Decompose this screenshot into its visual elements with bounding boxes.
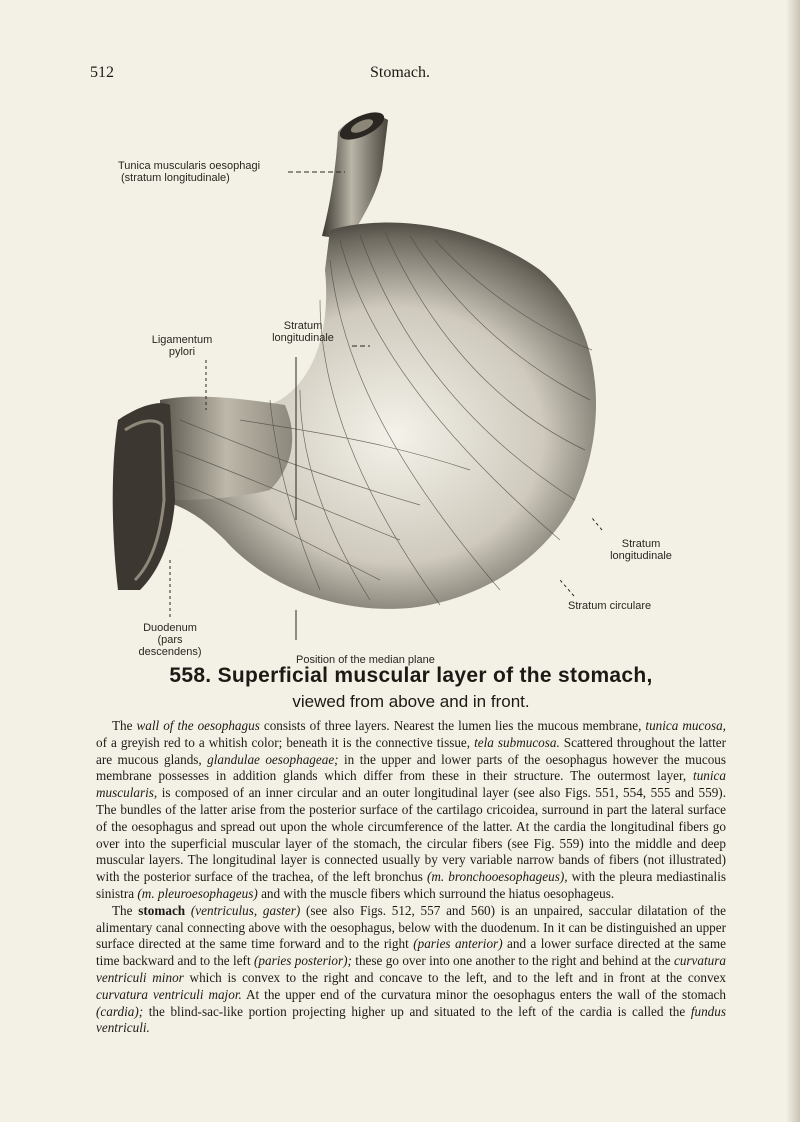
label-tunica-muscularis-oesophagi [118, 160, 260, 184]
page-number: 512 [90, 64, 114, 81]
term: (ventriculus, gaster) [185, 902, 301, 918]
label-line: descendens) [138, 646, 202, 658]
term: tela submucosa. [474, 734, 560, 750]
term: glandulae oesophageae; [207, 751, 339, 767]
pyloric-region [160, 397, 292, 500]
label-stratum-circulare: Stratum circulare [568, 600, 652, 612]
page-edge-shadow [786, 0, 800, 1122]
artist-monogram: H.U. [178, 547, 198, 558]
label-line: pylori [168, 346, 196, 358]
term: (m. pleuroesophageus) [137, 885, 258, 901]
label-position-median-plane: Position of the median plane [296, 654, 435, 666]
figure-caption [96, 664, 726, 714]
term: (m. bronchooesophageus), [426, 869, 568, 885]
term: curvatura ventriculi major. [96, 986, 242, 1002]
caption-title: 558. Superficial muscular layer of the stomach, [169, 664, 653, 687]
label-line: (stratum longitudinale) [121, 172, 230, 184]
paragraph-stomach: The stomach (ventriculus, gaster) (see also Figs. 512, 557 and 560) is an unpaired, saccular dilatation of the alimentary canal connecting above with the oesophagus, below with the duodenum. In it can be distinguished an upper surface directed at the same time forward and to the right (paries anterior) and a lower surface directed at the same time backward and to the left (paries posterior); these go over into one another to the right and behind at the curvatura ventriculi minor which is convex to the right and concave to the left, and to the left and in front at the convex curvatura ventriculi major. At the upper end of the curvatura minor the oesophagus enters the wall of the stomach (cardia); the blind-sac-like portion projecting higher up and situated to the left of the cardia is called the fundus ventriculi. [96, 902, 727, 1036]
term: (cardia); [96, 1003, 144, 1019]
running-head: Stomach. [370, 64, 430, 81]
term: (paries anterior) [413, 936, 503, 952]
term: tunica muscularis, [96, 768, 726, 801]
label-duodenum [122, 622, 218, 658]
term: curvatura ventriculi minor [96, 953, 726, 985]
label-stratum-longitudinale-right [596, 538, 686, 562]
caption-subtitle: viewed from above and in front. [292, 692, 530, 711]
term: wall of the oesophagus [136, 718, 260, 733]
paragraph-oesophagus-wall: The wall of the oesophagus consists of three layers. Nearest the lumen lies the mucous membrane, tunica mucosa, of a greyish red to a whitish color; beneath it is the connective tissue, tela submucosa. Scattered throughout the latter are mucous glands, glandulae oesophageae; in the upper and lower parts of the oesophagus however the mucous membrane possesses in addition glands which differ from these in their structure. The outermost layer, tunica muscularis, is composed of an inner circular and an outer longitudinal layer (see also Figs. 551, 554, 555 and 559). The bundles of the latter arise from the posterior surface of the cartilago cricoidea, surround in part the lateral surface of the oesophagus and spread out upon the whole circumference of the latter. At the cardia the longitudinal fibers go over into the superficial muscular layer of the stomach, the circular fibers (see Fig. 559) into the middle and deep muscular layers. The longitudinal layer is connected usually by very variable narrow bands of fibers (not illustrated) with the posterior surface of the trachea, of the left bronchus (m. bronchooesophageus), with the pleura mediastinalis sinistra (m. pleuroesophageus) and with the muscle fibers which surround the hiatus oesophageus. [96, 718, 727, 901]
term: stomach [138, 902, 186, 918]
label-line: Stratum [621, 538, 661, 550]
label-ligamentum-pylori [146, 334, 218, 358]
term: tunica mucosa, [645, 718, 726, 733]
label-line: Tunica muscularis oesophagi [118, 160, 261, 172]
body-text [96, 718, 726, 1037]
label-line: Ligamentum [151, 334, 213, 346]
label-line: longitudinale [610, 550, 672, 562]
label-line: (pars [157, 634, 183, 646]
label-line: longitudinale [272, 332, 334, 344]
label-line: Duodenum [143, 622, 197, 634]
term: (paries posterior); [254, 953, 352, 969]
duodenum [113, 403, 175, 590]
label-stratum-longitudinale-center [258, 320, 348, 344]
label-line: Stratum [283, 320, 323, 332]
term: fundus ventriculi. [96, 1003, 726, 1036]
